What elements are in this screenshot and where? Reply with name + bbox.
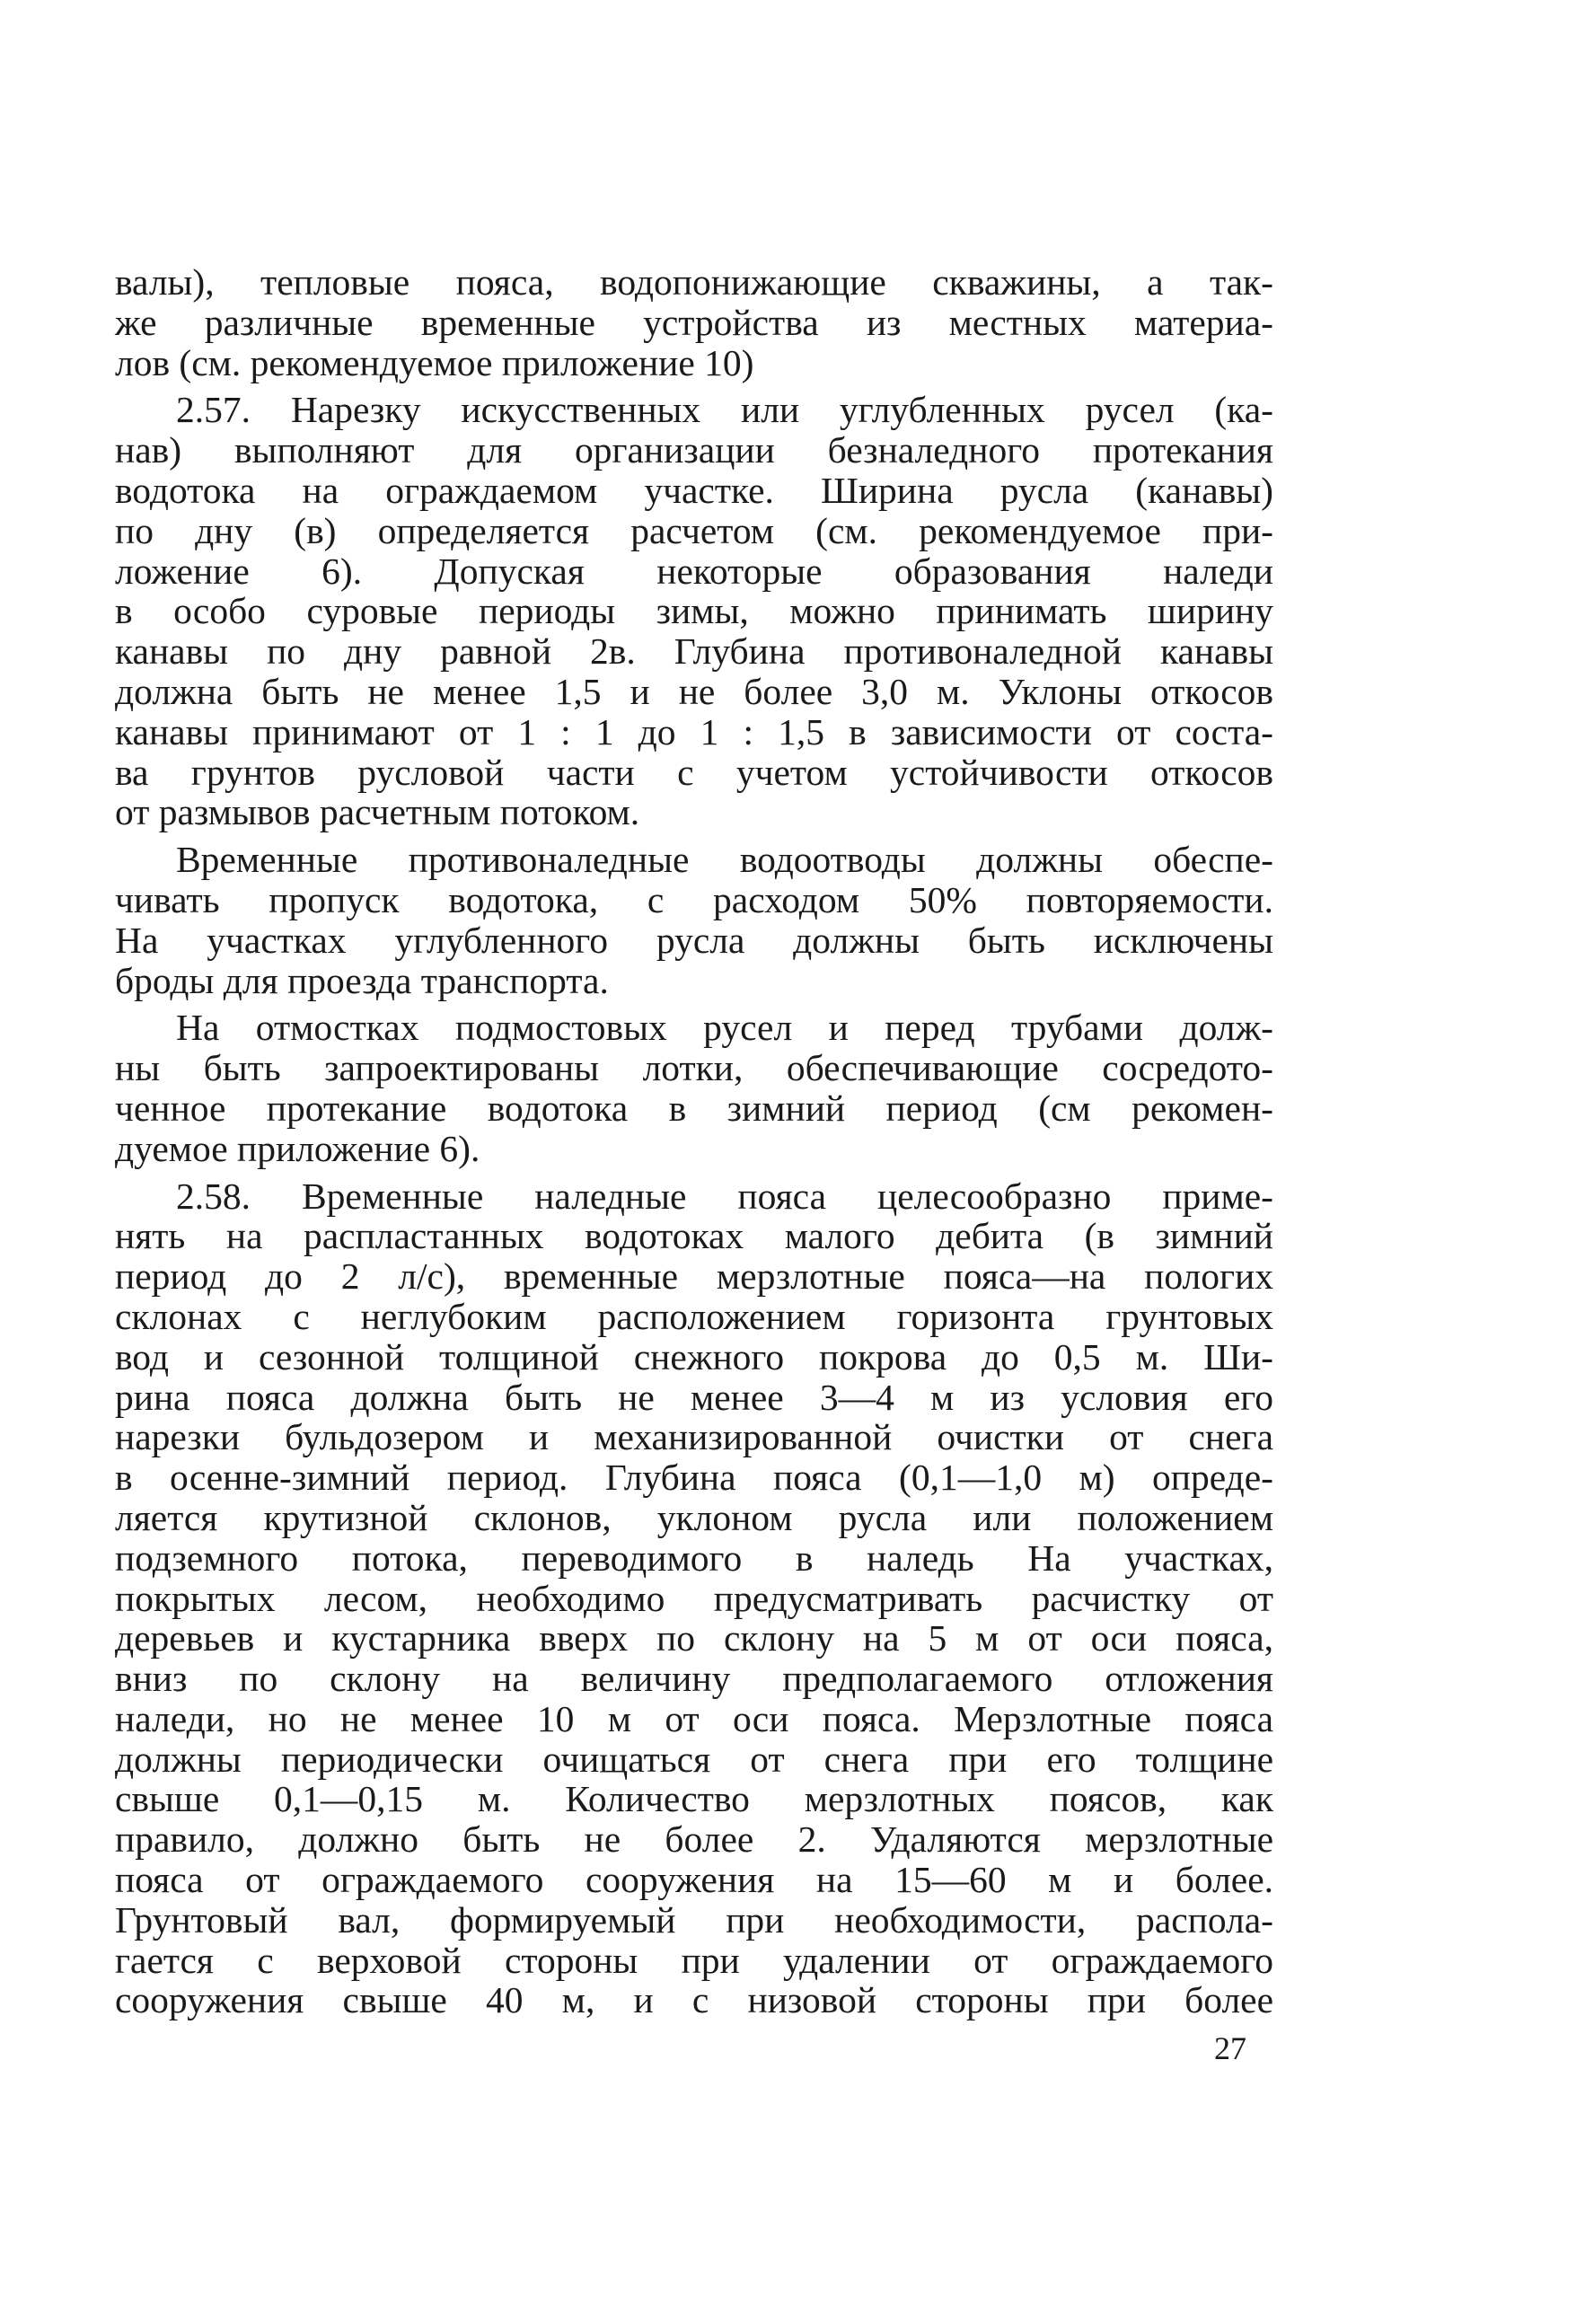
text-line: ва грунтов русловой части с учетом устойчивости откосов — [115, 751, 1273, 793]
text-line: броды для проезда транспорта. — [115, 959, 609, 1001]
text-line: подземного потока, переводимого в наледь На участках, — [115, 1536, 1273, 1579]
paragraph-trays — [115, 1008, 1273, 1168]
text-line: наледи, но не менее 10 м от оси пояса. Мерзлотные пояса — [115, 1697, 1273, 1739]
text-line: водотока на ограждаемом участке. Ширина русла (канавы) — [115, 469, 1273, 511]
text-line: канавы по дну равной 2в. Глубина противоналедной канавы — [115, 630, 1273, 673]
text-line: в осенне-зимний период. Глубина пояса (0,1—1,0 м) опреде- — [115, 1457, 1273, 1499]
text-line: На отмостках подмостовых русел и перед трубами долж- — [176, 1007, 1273, 1049]
text-line: правило, должно быть не более 2. Удаляются мерзлотные — [115, 1818, 1273, 1861]
text-line: период до 2 л/с), временные мерзлотные пояса—на пологих — [115, 1255, 1273, 1298]
paragraph-temporary-drains — [115, 840, 1273, 1000]
text-line: пояса от ограждаемого сооружения на 15—60 м и более. — [115, 1859, 1273, 1901]
text-line: от размывов расчетным потоком. — [115, 791, 640, 833]
paragraph-continuation — [115, 262, 1273, 383]
text-line: сооружения свыше 40 м, и с низовой стороны при более — [115, 1979, 1273, 2021]
text-line: 2.57. Нарезку искусственных или углубленных русел (ка- — [176, 389, 1273, 431]
text-line: деревьев и кустарника вверх по склону на 5 м от оси пояса, — [115, 1617, 1273, 1659]
text-line: канавы принимают от 1 : 1 до 1 : 1,5 в зависимости от соста- — [115, 710, 1273, 753]
text-line: же различные временные устройства из местных материа- — [115, 301, 1273, 343]
text-line: по дну (в) определяется расчетом (см. рекомендуемое при- — [115, 509, 1273, 551]
text-line: ченное протекание водотока в зимний период (см рекомен- — [115, 1087, 1273, 1129]
text-line: рина пояса должна быть не менее 3—4 м из условия его — [115, 1376, 1273, 1418]
text-line: ложение 6). Допуская некоторые образования наледи — [115, 550, 1273, 592]
text-line: должна быть не менее 1,5 и не более 3,0 м. Уклоны откосов — [115, 670, 1273, 712]
text-line: вниз по склону на величину предполагаемого отложения — [115, 1658, 1273, 1700]
text-line: свыше 0,1—0,15 м. Количество мерзлотных поясов, как — [115, 1778, 1273, 1820]
text-line: должны периодически очищаться от снега при его толщине — [115, 1738, 1273, 1780]
text-line: чивать пропуск водотока, с расходом 50% повторяемости. — [115, 878, 1273, 920]
text-line: нарезки бульдозером и механизированной очистки от снега — [115, 1416, 1273, 1458]
page-number: 27 — [1214, 2030, 1246, 2066]
text-line: склонах с неглубоким расположением горизонта грунтовых — [115, 1295, 1273, 1337]
text-line: Грунтовый вал, формируемый при необходимости, распола- — [115, 1898, 1273, 1941]
text-line: гается с верховой стороны при удалении от ограждаемого — [115, 1939, 1273, 1981]
document-page — [115, 262, 1273, 2028]
text-line: 2.58. Временные наледные пояса целесообразно приме- — [176, 1175, 1273, 1217]
text-line: валы), тепловые пояса, водопонижающие скважины, а так- — [115, 261, 1273, 303]
text-line: На участках углубленного русла должны быть исключены — [115, 919, 1273, 961]
text-line: вод и сезонной толщиной снежного покрова до 0,5 м. Ши- — [115, 1335, 1273, 1378]
text-line: в особо суровые периоды зимы, можно принимать ширину — [115, 590, 1273, 632]
text-line: лов (см. рекомендуемое приложение 10) — [115, 341, 754, 383]
text-line: покрытых лесом, необходимо предусматривать расчистку от — [115, 1577, 1273, 1619]
text-line: Временные противоналедные водоотводы должны обеспе- — [176, 839, 1273, 881]
text-line: ны быть запроектированы лотки, обеспечивающие сосредото- — [115, 1047, 1273, 1089]
text-line: нав) выполняют для организации безналедного протекания — [115, 429, 1273, 471]
paragraph-2-58 — [115, 1176, 1273, 2021]
text-line: ляется крутизной склонов, уклоном русла или положением — [115, 1496, 1273, 1538]
text-line: дуемое приложение 6). — [115, 1127, 480, 1169]
paragraph-2-57 — [115, 390, 1273, 832]
text-line: нять на распластанных водотоках малого дебита (в зимний — [115, 1215, 1273, 1257]
